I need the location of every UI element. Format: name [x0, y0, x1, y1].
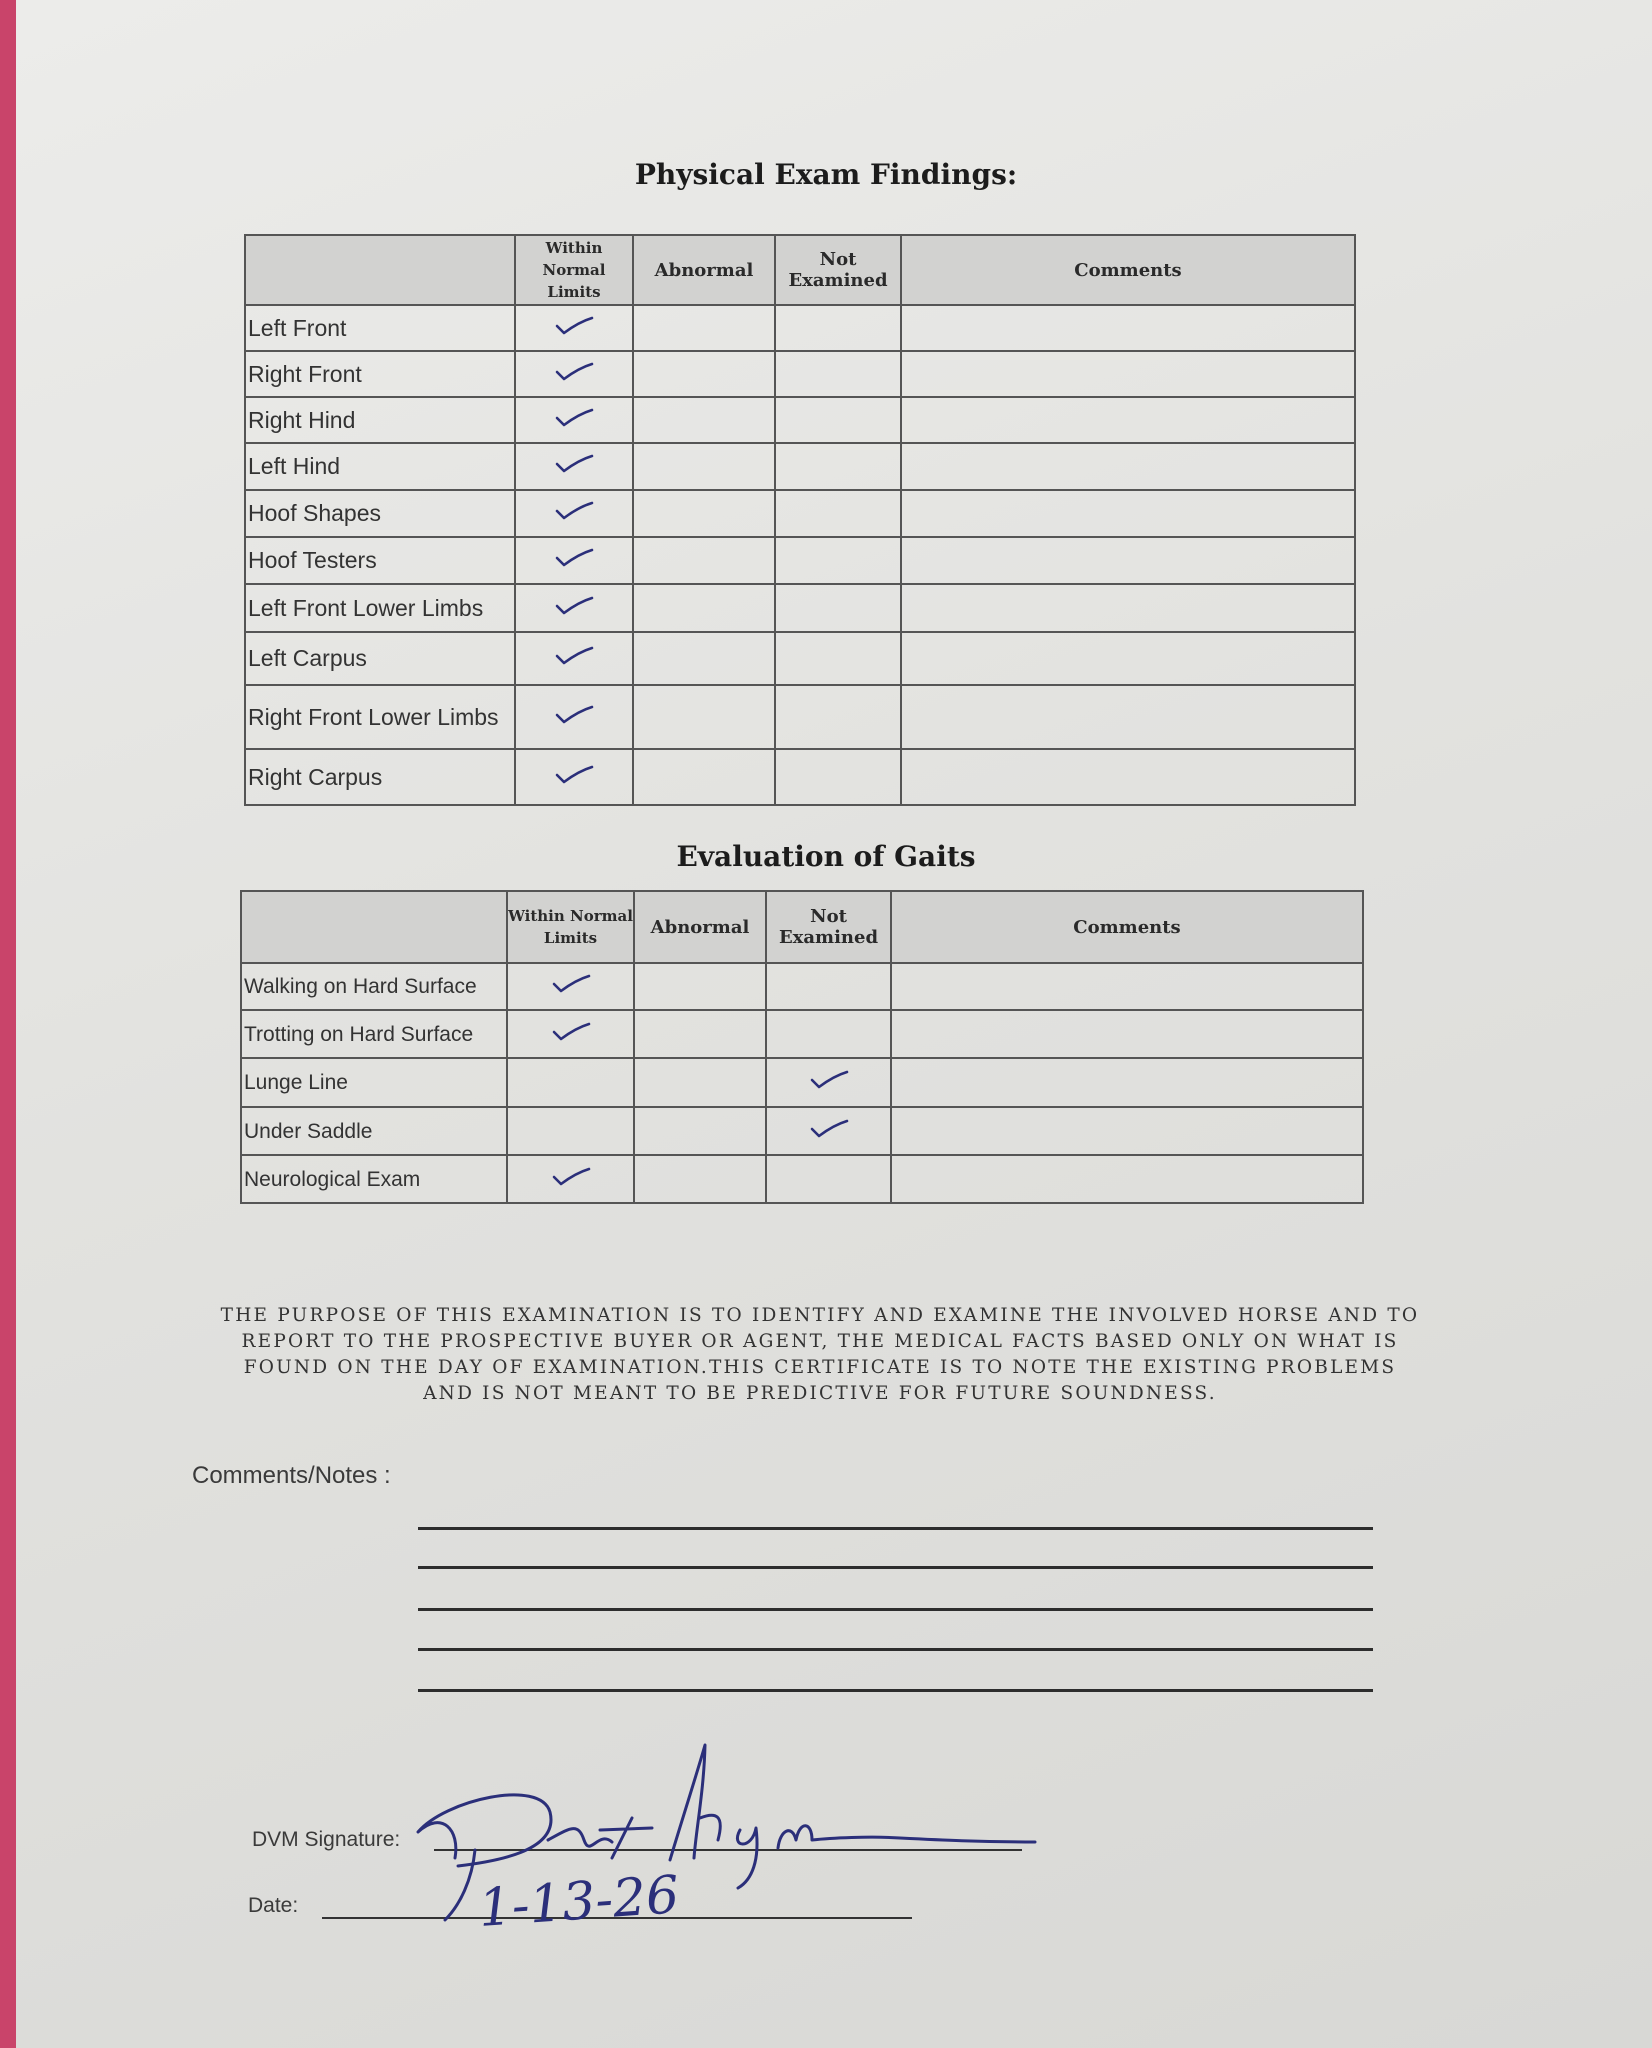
physical-row: [245, 351, 1355, 397]
physical-row: [245, 749, 1355, 805]
physical-comments-cell[interactable]: [901, 305, 1355, 351]
checkmark-icon: [549, 973, 593, 995]
gaits-wnl-cell[interactable]: [507, 1107, 634, 1155]
gaits-comments-cell[interactable]: [891, 1155, 1363, 1203]
physical-row: [245, 305, 1355, 351]
physical-comments-cell[interactable]: [901, 397, 1355, 443]
physical-row-label: Left Hind: [245, 443, 515, 490]
physical-wnl-cell[interactable]: [515, 305, 633, 351]
gaits-header-comments: Comments: [891, 891, 1363, 963]
notes-line: [418, 1648, 1373, 1651]
checkmark-icon: [552, 704, 596, 726]
notes-line: [418, 1527, 1373, 1530]
physical-not-examined-cell[interactable]: [775, 490, 901, 537]
gaits-not-examined-cell[interactable]: [766, 1155, 891, 1203]
gaits-wnl-cell[interactable]: [507, 1155, 634, 1203]
notes-line: [418, 1689, 1373, 1692]
physical-abnormal-cell[interactable]: [633, 537, 775, 584]
physical-wnl-cell[interactable]: [515, 443, 633, 490]
gaits-row: [241, 1155, 1363, 1203]
gaits-abnormal-cell[interactable]: [634, 963, 766, 1010]
gaits-table: [240, 890, 1364, 1204]
checkmark-icon: [552, 547, 596, 569]
physical-header-wnl: Within Normal Limits: [515, 235, 633, 305]
physical-comments-cell[interactable]: [901, 632, 1355, 685]
signature-stem-stroke: [445, 1850, 475, 1920]
physical-row-label: Left Carpus: [245, 632, 515, 685]
gaits-row: [241, 1058, 1363, 1107]
gaits-wnl-cell[interactable]: [507, 1010, 634, 1058]
physical-wnl-cell[interactable]: [515, 749, 633, 805]
signature-d-stroke: [418, 1795, 551, 1866]
physical-row-label: Hoof Shapes: [245, 490, 515, 537]
physical-not-examined-cell[interactable]: [775, 351, 901, 397]
physical-row-label: Left Front: [245, 305, 515, 351]
physical-comments-cell[interactable]: [901, 351, 1355, 397]
physical-abnormal-cell[interactable]: [633, 685, 775, 749]
physical-not-examined-cell[interactable]: [775, 632, 901, 685]
signature-tail-stroke: [778, 1826, 1035, 1848]
gaits-not-examined-cell[interactable]: [766, 1058, 891, 1107]
handwritten-signature-and-date: [400, 1730, 1060, 1940]
checkmark-icon: [552, 407, 596, 429]
physical-abnormal-cell[interactable]: [633, 584, 775, 632]
physical-row-label: Hoof Testers: [245, 537, 515, 584]
physical-not-examined-cell[interactable]: [775, 537, 901, 584]
physical-abnormal-cell[interactable]: [633, 632, 775, 685]
checkmark-icon: [552, 315, 596, 337]
physical-comments-cell[interactable]: [901, 443, 1355, 490]
checkmark-icon: [807, 1069, 851, 1091]
physical-row: [245, 443, 1355, 490]
physical-not-examined-cell[interactable]: [775, 397, 901, 443]
physical-comments-cell[interactable]: [901, 584, 1355, 632]
notes-line: [418, 1566, 1373, 1569]
checkmark-icon: [552, 595, 596, 617]
gaits-row: [241, 963, 1363, 1010]
physical-row-label: Right Carpus: [245, 749, 515, 805]
signature-stroke: [670, 1745, 720, 1860]
physical-row: [245, 632, 1355, 685]
date-handwritten-value: 1-13-26: [476, 1865, 681, 1939]
gaits-not-examined-cell[interactable]: [766, 1010, 891, 1058]
physical-row: [245, 537, 1355, 584]
physical-wnl-cell[interactable]: [515, 351, 633, 397]
gaits-wnl-cell[interactable]: [507, 1058, 634, 1107]
physical-not-examined-cell[interactable]: [775, 584, 901, 632]
physical-row-label: Right Front Lower Limbs: [245, 685, 515, 749]
date-label: Date:: [248, 1894, 299, 1917]
gaits-wnl-cell[interactable]: [507, 963, 634, 1010]
physical-not-examined-cell[interactable]: [775, 685, 901, 749]
physical-wnl-cell[interactable]: [515, 537, 633, 584]
physical-header-row: [245, 235, 1355, 305]
physical-not-examined-cell[interactable]: [775, 443, 901, 490]
comments-notes-label: Comments/Notes :: [192, 1462, 391, 1489]
gaits-not-examined-cell[interactable]: [766, 1107, 891, 1155]
physical-abnormal-cell[interactable]: [633, 749, 775, 805]
gaits-header-not-examined: Not Examined: [766, 891, 891, 963]
gaits-row-label: Neurological Exam: [241, 1155, 507, 1203]
physical-wnl-cell[interactable]: [515, 685, 633, 749]
gaits-abnormal-cell[interactable]: [634, 1058, 766, 1107]
physical-exam-table: [244, 234, 1356, 806]
physical-abnormal-cell[interactable]: [633, 351, 775, 397]
checkmark-icon: [552, 645, 596, 667]
gaits-row: [241, 1107, 1363, 1155]
physical-not-examined-cell[interactable]: [775, 749, 901, 805]
physical-row-label: Right Front: [245, 351, 515, 397]
physical-wnl-cell[interactable]: [515, 632, 633, 685]
physical-row: [245, 490, 1355, 537]
signature-stroke: [737, 1828, 757, 1888]
checkmark-icon: [552, 500, 596, 522]
gaits-header-abnormal: Abnormal: [634, 891, 766, 963]
gaits-row: [241, 1010, 1363, 1058]
physical-row: [245, 584, 1355, 632]
physical-comments-cell[interactable]: [901, 537, 1355, 584]
gaits-row-label: Lunge Line: [241, 1058, 507, 1107]
disclaimer-text: THE PURPOSE OF THIS EXAMINATION IS TO IDENTIFY AND EXAMINE THE INVOLVED HORSE AND TO REPORT TO THE PROSPECTIVE BUYER OR AGENT, THE MEDICAL FACTS BASED ONLY ON WHAT IS FOUND ON THE DAY OF EXAMINATION.THIS CERTIFICATE IS TO NOTE THE EXISTING PROBLEMS AND IS NOT MEANT TO BE PREDICTIVE FOR FUTURE SOUNDNESS.: [220, 1305, 1420, 1404]
checkmark-icon: [549, 1021, 593, 1043]
gaits-header-wnl: Within Normal Limits: [507, 891, 634, 963]
physical-abnormal-cell[interactable]: [633, 305, 775, 351]
physical-row: [245, 685, 1355, 749]
gaits-row-label: Under Saddle: [241, 1107, 507, 1155]
gaits-comments-cell[interactable]: [891, 1107, 1363, 1155]
physical-abnormal-cell[interactable]: [633, 397, 775, 443]
gaits-comments-cell[interactable]: [891, 1058, 1363, 1107]
gaits-abnormal-cell[interactable]: [634, 1107, 766, 1155]
physical-exam-title: Physical Exam Findings:: [634, 158, 1018, 191]
physical-header-comments: Comments: [901, 235, 1355, 305]
gaits-comments-cell[interactable]: [891, 1010, 1363, 1058]
gaits-header-row: [241, 891, 1363, 963]
checkmark-icon: [549, 1166, 593, 1188]
physical-abnormal-cell[interactable]: [633, 490, 775, 537]
physical-row-label: Right Hind: [245, 397, 515, 443]
physical-abnormal-cell[interactable]: [633, 443, 775, 490]
physical-wnl-cell[interactable]: [515, 397, 633, 443]
physical-header-not-examined: Not Examined: [775, 235, 901, 305]
physical-wnl-cell[interactable]: [515, 584, 633, 632]
physical-row-label: Left Front Lower Limbs: [245, 584, 515, 632]
gaits-not-examined-cell[interactable]: [766, 963, 891, 1010]
gaits-abnormal-cell[interactable]: [634, 1010, 766, 1058]
notes-line: [418, 1608, 1373, 1611]
checkmark-icon: [552, 361, 596, 383]
dvm-signature-label: DVM Signature:: [252, 1828, 401, 1851]
gaits-abnormal-cell[interactable]: [634, 1155, 766, 1203]
checkmark-icon: [807, 1118, 851, 1140]
gaits-row-label: Trotting on Hard Surface: [241, 1010, 507, 1058]
physical-header-abnormal: Abnormal: [633, 235, 775, 305]
physical-wnl-cell[interactable]: [515, 490, 633, 537]
checkmark-icon: [552, 764, 596, 786]
physical-comments-cell[interactable]: [901, 490, 1355, 537]
gaits-comments-cell[interactable]: [891, 963, 1363, 1010]
gaits-title: Evaluation of Gaits: [676, 840, 976, 873]
physical-row: [245, 397, 1355, 443]
physical-header-blank: [245, 235, 515, 305]
checkmark-icon: [552, 453, 596, 475]
physical-comments-cell[interactable]: [901, 685, 1355, 749]
physical-comments-cell[interactable]: [901, 749, 1355, 805]
gaits-row-label: Walking on Hard Surface: [241, 963, 507, 1010]
physical-not-examined-cell[interactable]: [775, 305, 901, 351]
gaits-header-blank: [241, 891, 507, 963]
